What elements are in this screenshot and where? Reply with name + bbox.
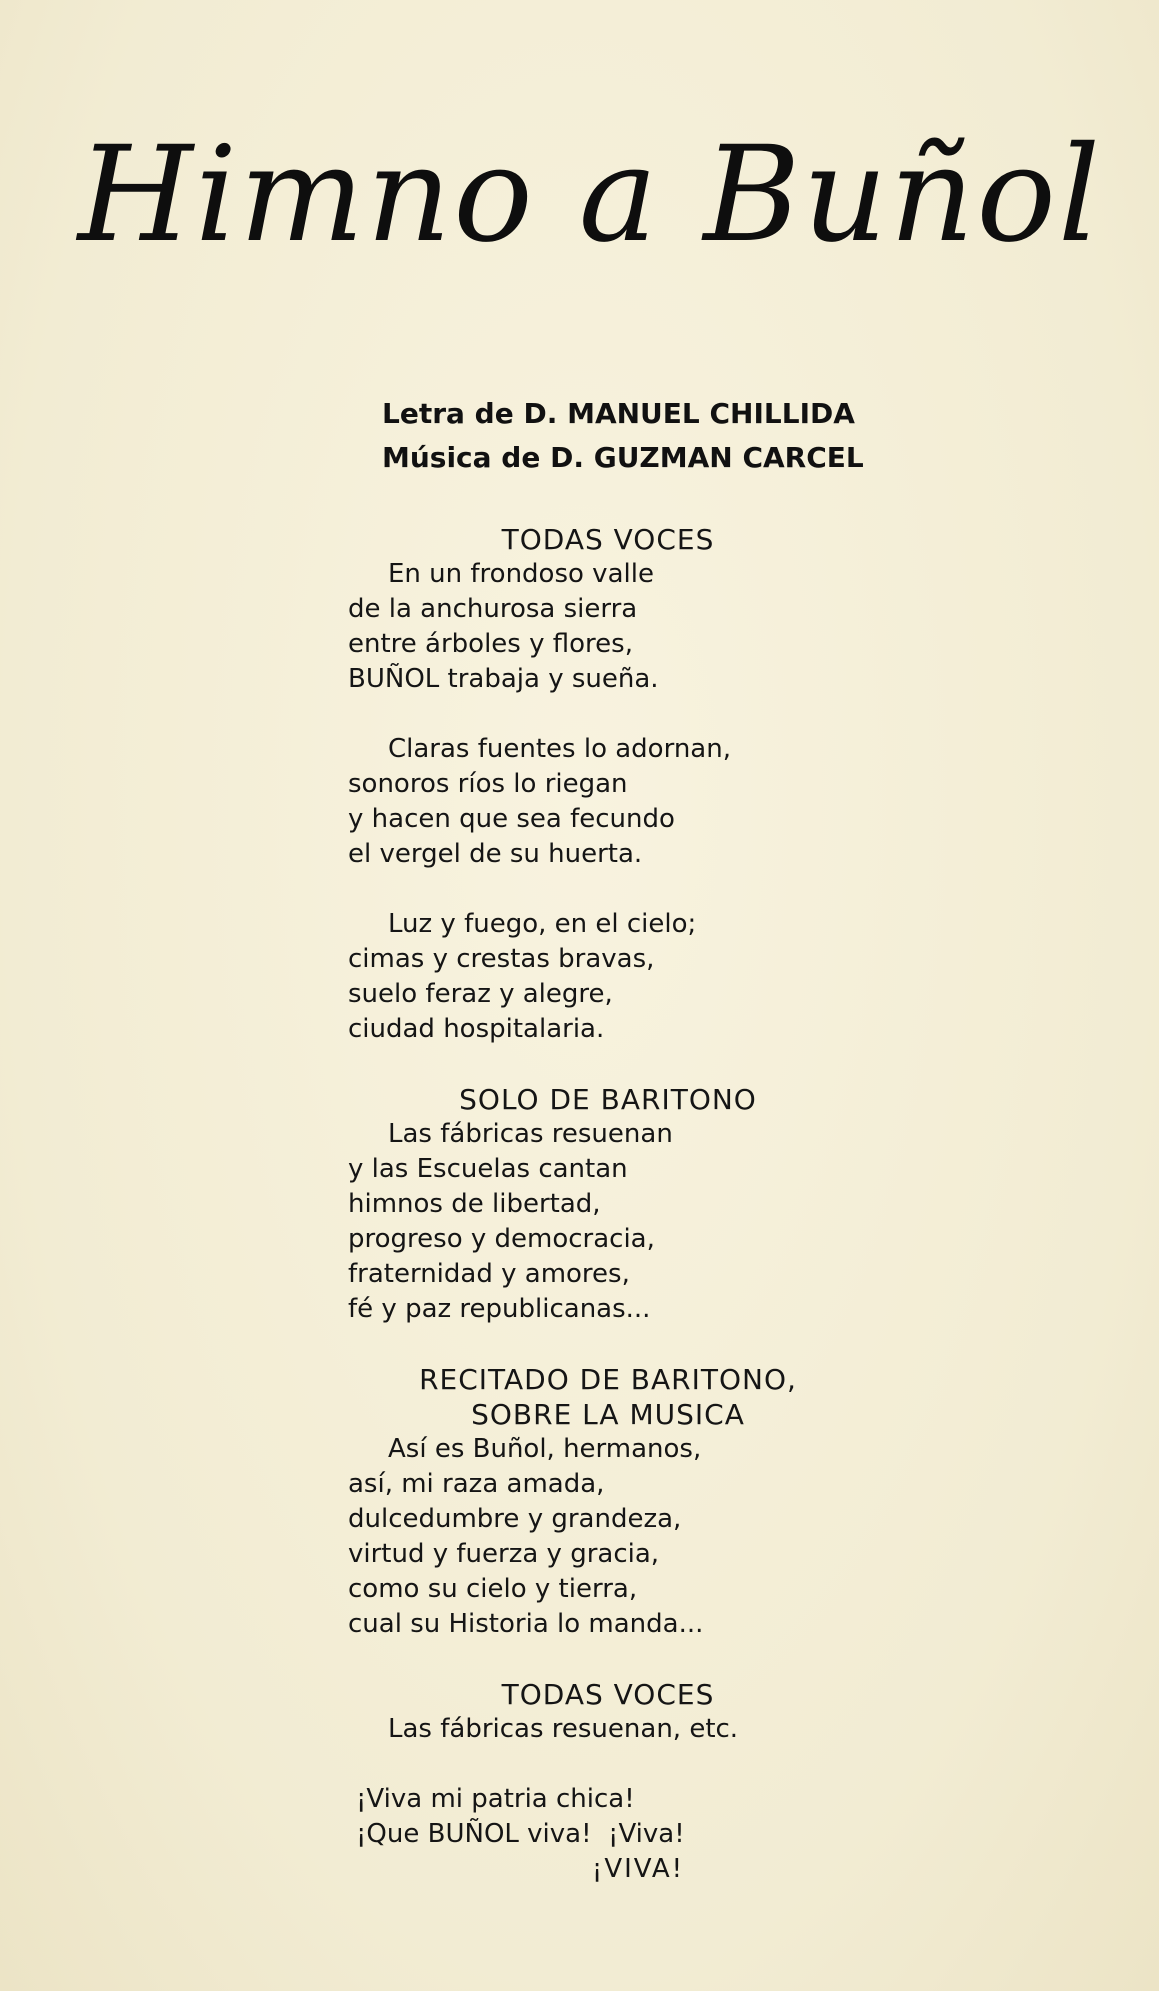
show-through-watermark xyxy=(30,260,1130,410)
verse-line: el vergel de su huerta. xyxy=(348,839,643,869)
stanza-heading: TODAS VOCES xyxy=(501,1678,715,1711)
verse-line: fé y paz republicanas... xyxy=(348,1294,651,1324)
verse-line: cimas y crestas bravas, xyxy=(348,944,655,974)
hymn-text xyxy=(348,522,868,1887)
verse-line: Claras fuentes lo adornan, xyxy=(388,734,731,764)
verse-line: sonoros ríos lo riegan xyxy=(348,769,628,799)
verse-line: cual su Historia lo manda... xyxy=(348,1609,704,1639)
stanza-solo-baritono xyxy=(348,1082,868,1327)
stanza-todas-voces-reprise xyxy=(348,1677,868,1747)
verse-line: entre árboles y flores, xyxy=(348,629,633,659)
credits xyxy=(382,392,864,480)
verse-line: suelo feraz y alegre, xyxy=(348,979,613,1009)
verse-line: progreso y democracia, xyxy=(348,1224,655,1254)
verse-line: así, mi raza amada, xyxy=(348,1469,605,1499)
stanza-heading: SOLO DE BARITONO xyxy=(459,1083,757,1116)
verse-line: Las fábricas resuenan, etc. xyxy=(388,1714,739,1744)
stanza-subheading: SOBRE LA MUSICA xyxy=(471,1398,745,1431)
verse-line: Luz y fuego, en el cielo; xyxy=(388,909,697,939)
closing-line: ¡Viva mi patria chica! xyxy=(356,1784,635,1814)
closing-cheer xyxy=(348,1782,868,1887)
stanza-heading: TODAS VOCES xyxy=(501,523,715,556)
stanza-todas-voces xyxy=(348,522,868,697)
verse-line: como su cielo y tierra, xyxy=(348,1574,638,1604)
verse-line: Las fábricas resuenan xyxy=(388,1119,673,1149)
verse-line: fraternidad y amores, xyxy=(348,1259,630,1289)
verse-line: virtud y fuerza y gracia, xyxy=(348,1539,660,1569)
stanza xyxy=(348,732,868,872)
closing-final: ¡VIVA! xyxy=(591,1854,685,1884)
music-credit: Música de D. GUZMAN CARCEL xyxy=(382,441,864,474)
stanza xyxy=(348,907,868,1047)
page-title: Himno a Buñol xyxy=(77,118,1103,272)
verse-line: ciudad hospitalaria. xyxy=(348,1014,605,1044)
verse-line: y las Escuelas cantan xyxy=(348,1154,628,1184)
verse-line: Así es Buñol, hermanos, xyxy=(388,1434,702,1464)
verse-line: y hacen que sea fecundo xyxy=(348,804,675,834)
verse-line: himnos de libertad, xyxy=(348,1189,601,1219)
closing-line: ¡Que BUÑOL viva! ¡Viva! xyxy=(356,1819,685,1849)
verse-line: En un frondoso valle xyxy=(388,559,654,589)
lyrics-credit: Letra de D. MANUEL CHILLIDA xyxy=(382,397,855,430)
stanza-heading: RECITADO DE BARITONO, xyxy=(419,1363,797,1396)
verse-line: dulcedumbre y grandeza, xyxy=(348,1504,682,1534)
stanza-recitado xyxy=(348,1362,868,1642)
verse-line: de la anchurosa sierra xyxy=(348,594,638,624)
verse-line: BUÑOL trabaja y sueña. xyxy=(348,664,659,694)
